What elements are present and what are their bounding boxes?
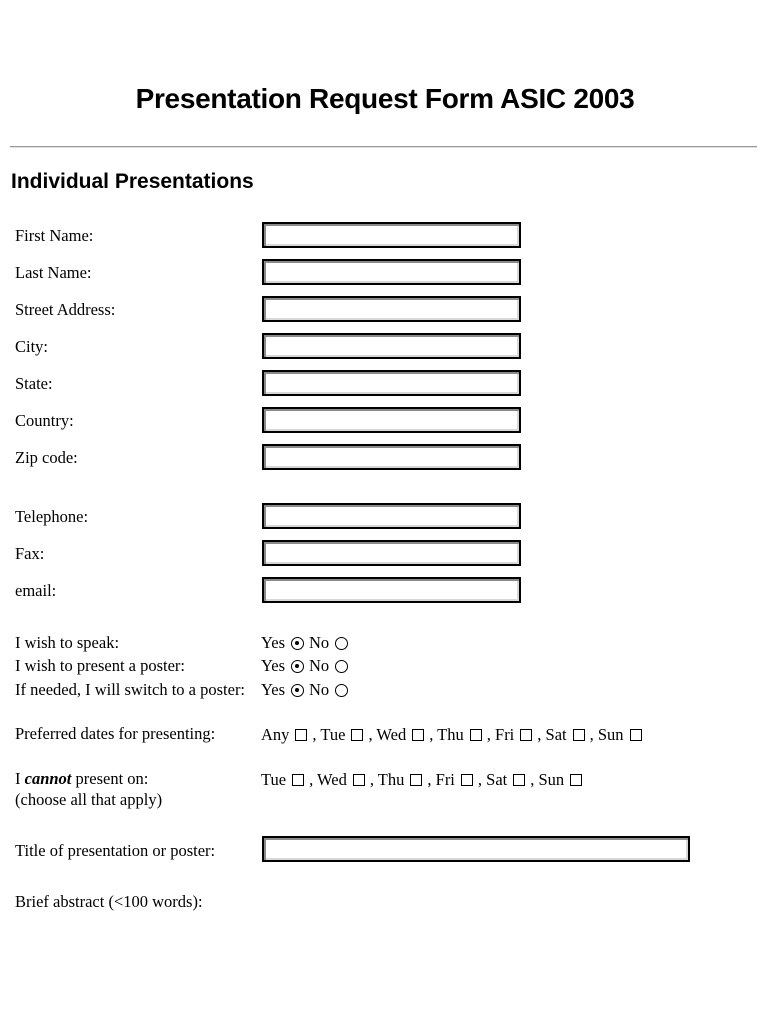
cannot-wed-checkbox[interactable] — [353, 774, 365, 786]
pref-tue-checkbox[interactable] — [351, 729, 363, 741]
switch-to-poster-group — [261, 680, 353, 700]
country-input[interactable] — [262, 407, 521, 433]
choose-all-label: (choose all that apply) — [15, 790, 163, 809]
first-name-label: First Name: — [15, 226, 94, 245]
abstract-label: Brief abstract (<100 words): — [15, 892, 203, 911]
speak-yes-radio[interactable] — [291, 637, 304, 650]
cannot-present-group — [261, 770, 587, 790]
email-label: email: — [15, 581, 57, 600]
zip-code-label: Zip code: — [15, 448, 78, 467]
no-label: No — [309, 680, 330, 699]
email-input[interactable] — [262, 577, 521, 603]
cannot-present-label: I cannot present on: — [15, 769, 149, 788]
cannot-sat-checkbox[interactable] — [513, 774, 525, 786]
present-poster-group — [261, 656, 353, 676]
fri-label: , Fri — [427, 770, 455, 789]
speak-no-radio[interactable] — [335, 637, 348, 650]
street-address-input[interactable] — [262, 296, 521, 322]
wish-to-speak-group — [261, 633, 353, 653]
switch-yes-radio[interactable] — [291, 684, 304, 697]
tue-label: Tue — [261, 770, 287, 789]
pref-sat-checkbox[interactable] — [573, 729, 585, 741]
wish-to-speak-label: I wish to speak: — [15, 633, 120, 652]
pref-wed-checkbox[interactable] — [412, 729, 424, 741]
thu-label: , Thu — [369, 770, 405, 789]
cannot-emphasis: cannot — [24, 769, 72, 788]
cannot-fri-checkbox[interactable] — [461, 774, 473, 786]
switch-no-radio[interactable] — [335, 684, 348, 697]
presentation-title-input[interactable] — [262, 836, 690, 862]
preferred-dates-group — [261, 725, 647, 745]
pref-thu-checkbox[interactable] — [470, 729, 482, 741]
page-title: Presentation Request Form ASIC 2003 — [135, 83, 635, 114]
country-label: Country: — [15, 411, 74, 430]
preferred-dates-label: Preferred dates for presenting: — [15, 724, 216, 743]
yes-label: Yes — [261, 656, 286, 675]
sun-label: , Sun — [530, 770, 565, 789]
poster-yes-radio[interactable] — [291, 660, 304, 673]
last-name-input[interactable] — [262, 259, 521, 285]
telephone-input[interactable] — [262, 503, 521, 529]
city-label: City: — [15, 337, 49, 356]
fax-input[interactable] — [262, 540, 521, 566]
first-name-input[interactable] — [262, 222, 521, 248]
state-label: State: — [15, 374, 53, 393]
any-label: Any — [261, 725, 290, 744]
zip-code-input[interactable] — [262, 444, 521, 470]
yes-label: Yes — [261, 633, 286, 652]
yes-label: Yes — [261, 680, 286, 699]
pref-any-checkbox[interactable] — [295, 729, 307, 741]
sat-label: , Sat — [537, 725, 567, 744]
section-heading: Individual Presentations — [11, 170, 254, 193]
wed-label: , Wed — [368, 725, 407, 744]
telephone-label: Telephone: — [15, 507, 89, 526]
no-label: No — [309, 633, 330, 652]
fax-label: Fax: — [15, 544, 45, 563]
thu-label: , Thu — [429, 725, 464, 744]
wed-label: , Wed — [309, 770, 347, 789]
sat-label: , Sat — [477, 770, 508, 789]
pref-sun-checkbox[interactable] — [630, 729, 642, 741]
cannot-tue-checkbox[interactable] — [292, 774, 304, 786]
presentation-title-label: Title of presentation or poster: — [15, 841, 216, 860]
street-address-label: Street Address: — [15, 300, 116, 319]
sun-label: , Sun — [589, 725, 624, 744]
last-name-label: Last Name: — [15, 263, 92, 282]
tue-label: , Tue — [312, 725, 346, 744]
present-poster-label: I wish to present a poster: — [15, 656, 186, 675]
switch-to-poster-label: If needed, I will switch to a poster: — [15, 680, 246, 699]
cannot-sun-checkbox[interactable] — [570, 774, 582, 786]
poster-no-radio[interactable] — [335, 660, 348, 673]
horizontal-rule — [10, 146, 757, 148]
city-input[interactable] — [262, 333, 521, 359]
cannot-thu-checkbox[interactable] — [410, 774, 422, 786]
pref-fri-checkbox[interactable] — [520, 729, 532, 741]
state-input[interactable] — [262, 370, 521, 396]
fri-label: , Fri — [486, 725, 515, 744]
no-label: No — [309, 656, 330, 675]
